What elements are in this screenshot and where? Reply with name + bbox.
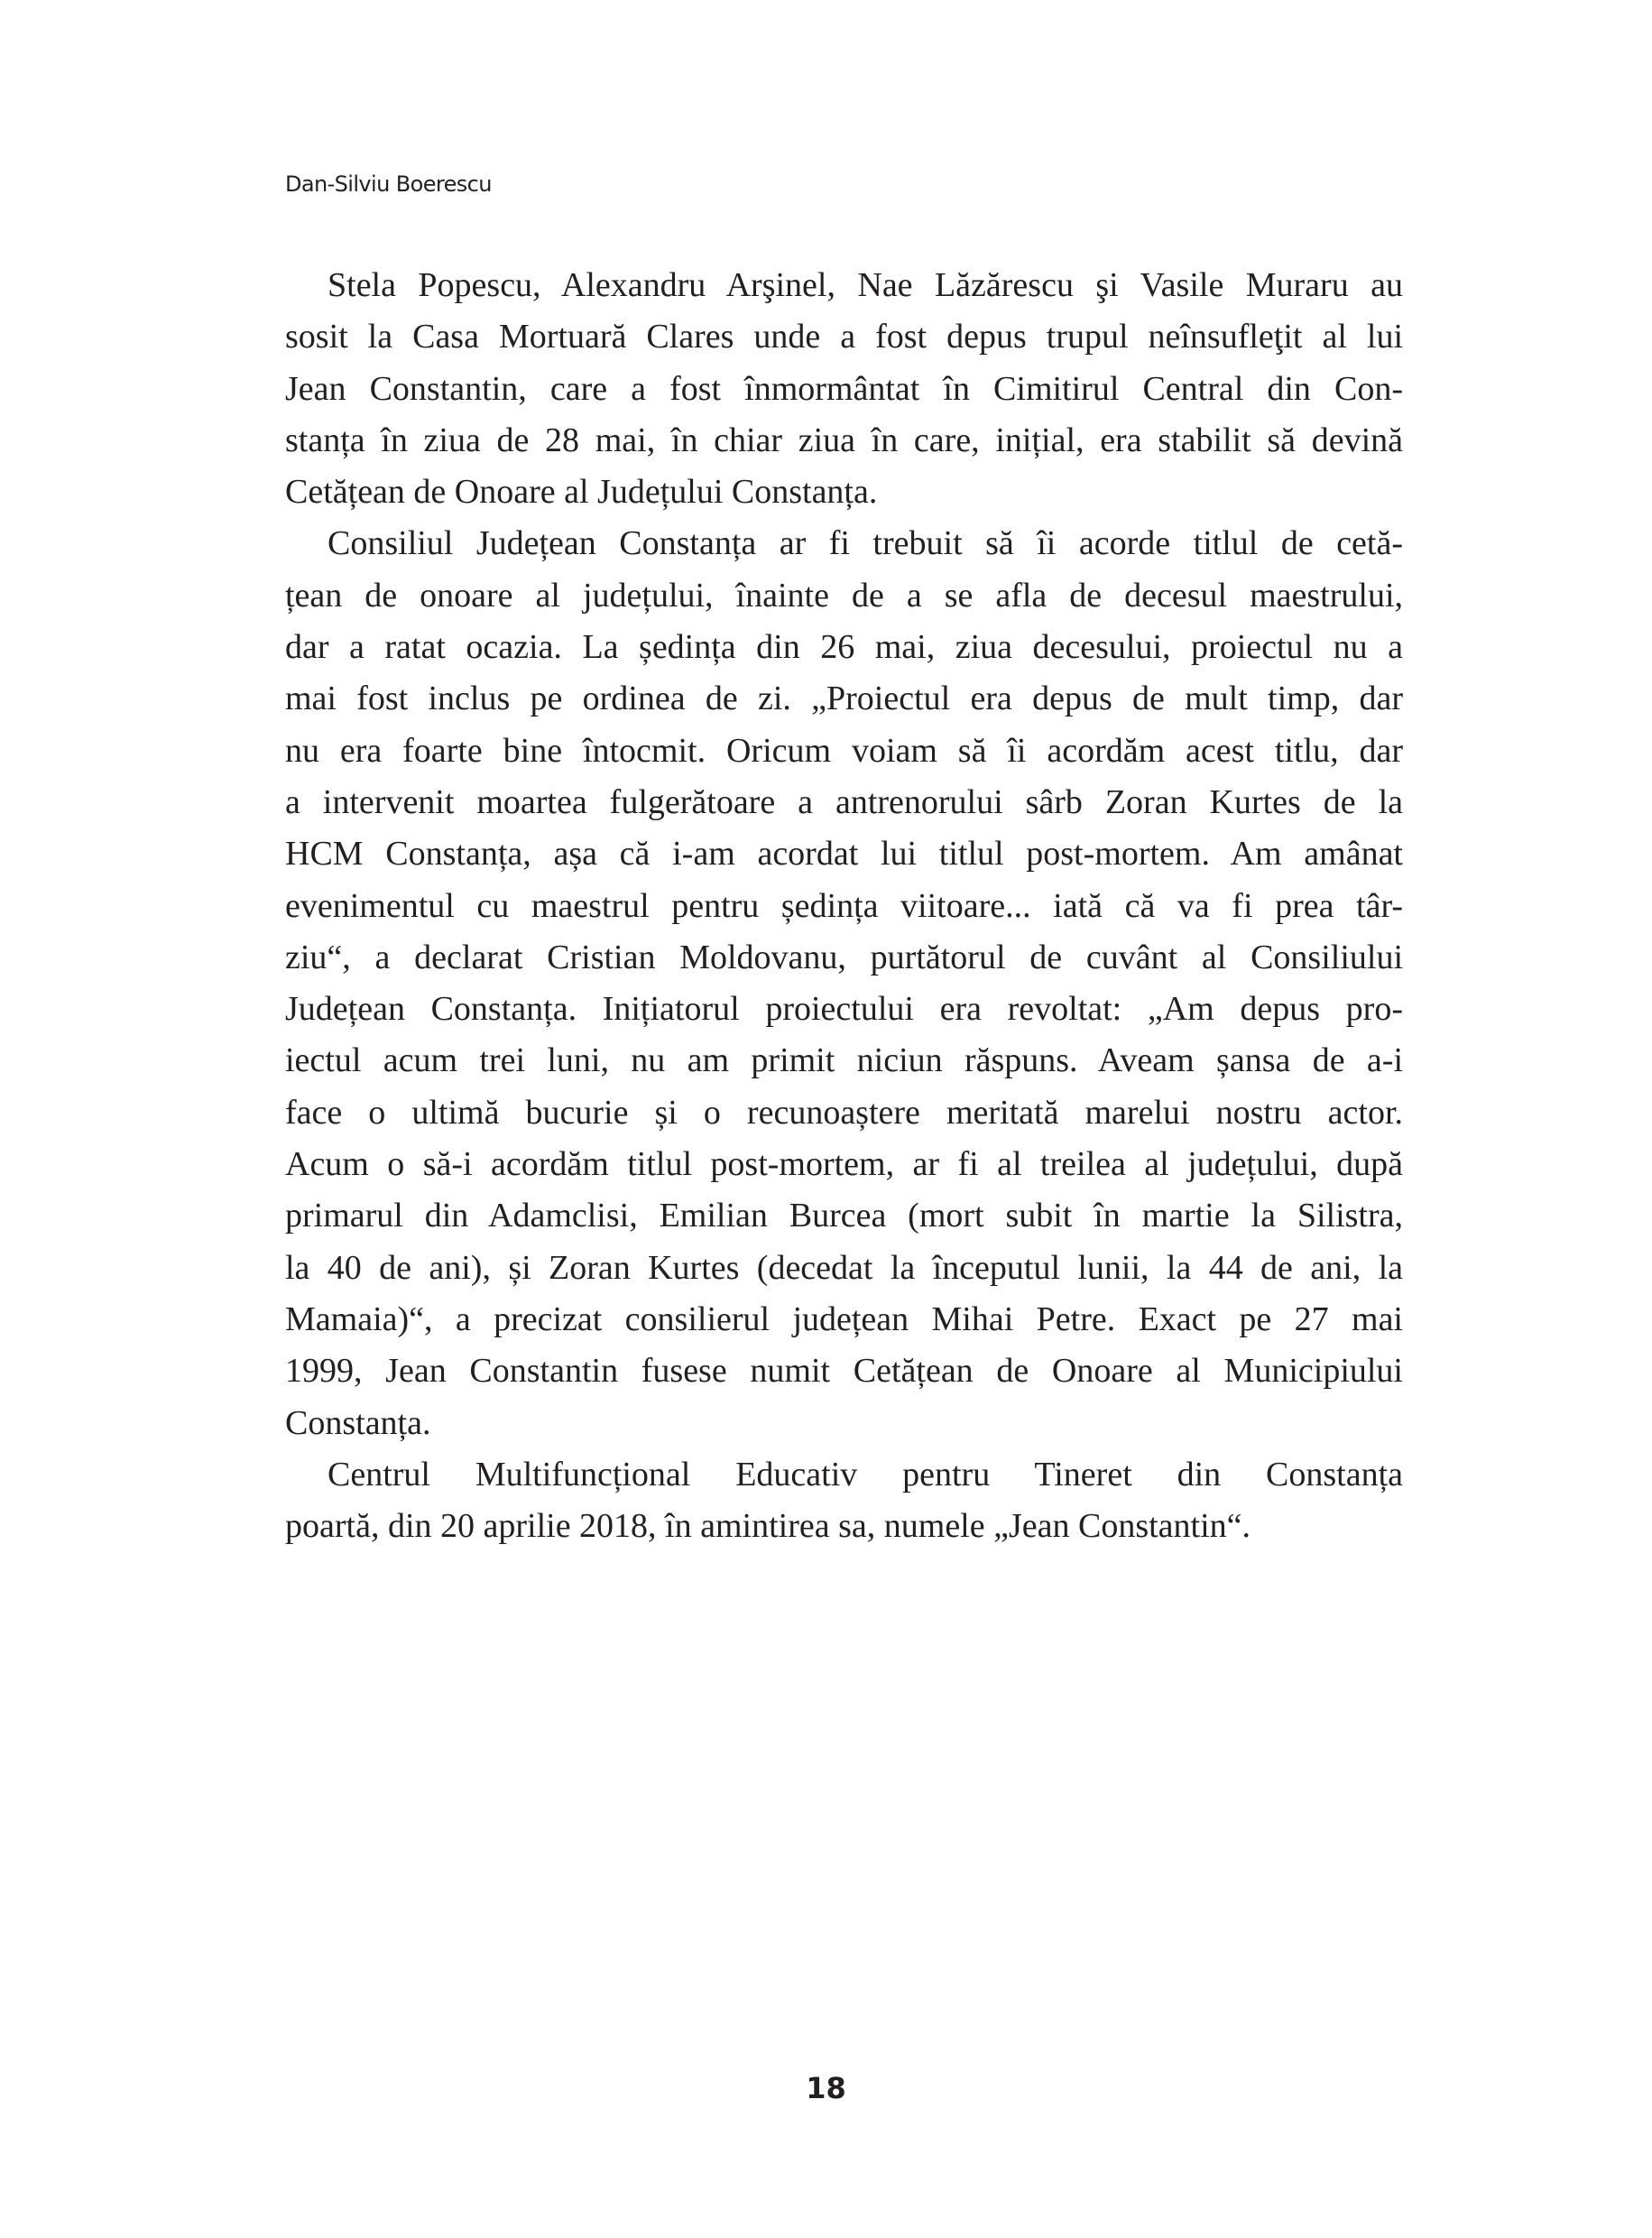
- text-line: Centrul Multifuncțional Educativ pentru Tineret din Constanța: [328, 1455, 1403, 1494]
- text-line: Consiliul Județean Constanța ar fi trebuit să îi acorde titlul de cetă-: [328, 524, 1403, 563]
- text-line: stanța în ziua de 28 mai, în chiar ziua în care, inițial, era stabilit să devină: [285, 421, 1403, 459]
- running-head-author: Dan-Silviu Boerescu: [285, 171, 492, 197]
- text-line: face o ultimă bucurie și o recunoaștere meritată marelui nostru actor.: [285, 1093, 1403, 1132]
- paragraph: [285, 518, 1403, 1448]
- text-line: 1999, Jean Constantin fusese numit Cetățean de Onoare al Municipiului: [285, 1352, 1403, 1391]
- text-line: Cetățean de Onoare al Județului Constanța.: [285, 473, 878, 512]
- body-text: [285, 260, 1403, 1552]
- text-line: Constanța.: [285, 1403, 431, 1442]
- text-line: țean de onoare al județului, înainte de a se afla de decesul maestrului,: [285, 576, 1403, 615]
- text-line: a intervenit moartea fulgerătoare a antrenorului sârb Zoran Kurtes de la: [285, 782, 1403, 821]
- text-line: la 40 de ani), și Zoran Kurtes (decedat la începutul lunii, la 44 de ani, la: [285, 1248, 1403, 1287]
- text-line: evenimentul cu maestrul pentru ședința viitoare... iată că va fi prea târ-: [285, 886, 1403, 925]
- paragraph: [285, 260, 1403, 518]
- text-line: mai fost inclus pe ordinea de zi. „Proiectul era depus de mult timp, dar: [285, 680, 1403, 718]
- text-line: primarul din Adamclisi, Emilian Burcea (mort subit în martie la Silistra,: [285, 1197, 1403, 1235]
- text-line: Județean Constanța. Inițiatorul proiectului era revoltat: „Am depus pro-: [285, 990, 1403, 1029]
- text-line: poartă, din 20 aprilie 2018, în amintirea sa, numele „Jean Constantin“.: [285, 1507, 1251, 1546]
- page-number: 18: [806, 2071, 846, 2105]
- text-line: sosit la Casa Mortuară Clares unde a fost depus trupul neînsufleţit al lui: [285, 318, 1403, 356]
- text-line: nu era foarte bine întocmit. Oricum voiam să îi acordăm acest titlu, dar: [285, 731, 1403, 770]
- text-line: Acum o să-i acordăm titlul post-mortem, ar fi al treilea al județului, după: [285, 1145, 1403, 1184]
- paragraph: [285, 1449, 1403, 1553]
- text-line: HCM Constanța, așa că i-am acordat lui titlul post-mortem. Am amânat: [285, 835, 1403, 874]
- text-line: ziu“, a declarat Cristian Moldovanu, purtătorul de cuvânt al Consiliului: [285, 938, 1403, 976]
- text-line: Mamaia)“, a precizat consilierul județean Mihai Petre. Exact pe 27 mai: [285, 1299, 1403, 1338]
- text-line: Stela Popescu, Alexandru Arşinel, Nae Lăzărescu şi Vasile Muraru au: [328, 266, 1403, 304]
- text-line: dar a ratat ocazia. La ședința din 26 mai, ziua decesului, proiectul nu a: [285, 628, 1403, 667]
- text-line: Jean Constantin, care a fost înmormântat în Cimitirul Central din Con-: [285, 369, 1403, 408]
- text-line: iectul acum trei luni, nu am primit niciun răspuns. Aveam șansa de a-i: [285, 1041, 1403, 1080]
